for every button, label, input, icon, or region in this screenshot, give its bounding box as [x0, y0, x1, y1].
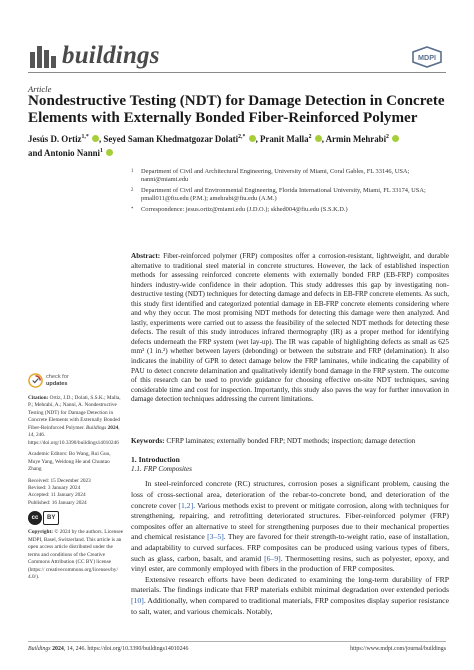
citation-journal: Buildings [86, 424, 107, 431]
author-name[interactable]: Pranit Malla [260, 133, 309, 144]
journal-header [28, 42, 446, 72]
body-text [131, 479, 449, 617]
mdpi-logo-text: MDPI [418, 53, 436, 62]
author-affil-sup: 2 [386, 134, 389, 140]
check-updates-line1: check for [46, 374, 69, 380]
dates-block [28, 478, 124, 508]
subsection-heading: 1.1. FRP Composites [131, 464, 192, 473]
paragraph-text: Extensive research efforts have been dedicated to examining the long-term durability of FRP materials. The findings indicate that FRP materials exhibit minimal degradation over extended periods [131, 574, 449, 595]
footer-journal: Buildings [28, 646, 51, 652]
check-updates-icon [28, 373, 43, 388]
header-divider [28, 72, 446, 73]
keywords-label: Keywords: [131, 437, 165, 445]
correspondence-text: Correspondence: jesus.ortiz@miami.edu (J.D.O.); skhed004@fiu.edu (S.S.K.D.) [141, 205, 348, 213]
citation-block: Citation: Ortiz, J.D.; Dolati, S.S.K.; Malla, P.; Mehrabi, A.; Nanni, A. Nondestructive Testing (NDT) for Damage Detection in Concrete Elements with Externally Bonded Fiber-Reinforced Polymer. Buildings 2024, 14, 246. https://doi.org/10.3390/buildings14010246 [28, 395, 121, 446]
mdpi-logo-icon [410, 46, 444, 68]
published-date: Published: 16 January 2024 [28, 499, 87, 506]
orcid-icon[interactable] [92, 135, 99, 142]
cc-by-license-icon[interactable] [28, 511, 124, 525]
citation-year: 2024 [107, 424, 119, 431]
affiliation-item [131, 187, 449, 204]
buildings-logo-icon [28, 44, 62, 68]
article-type: Article [28, 84, 52, 94]
article-title: Nondestructive Testing (NDT) for Damage Detection in Concrete Elements with Externally Bonded Fiber-Reinforced Polymer [28, 93, 445, 126]
paragraph-text: . Various methods exist to prevent or mitigate corrosion, along with techniques for strengthening, repairing, and retrofitting deteriorated structures. Fiber-reinforced polymer (FRP) composites offer an alternative to steel for strengthening purposes due to their mechanical properties and chemical resistance [131, 500, 449, 542]
check-updates-line2: updates [46, 380, 68, 387]
check-updates-text [46, 374, 69, 387]
copyright-block [28, 529, 124, 581]
author-affil-sup: 1,* [81, 134, 89, 140]
paragraph-text: . Additionally, when compared to traditional materials, FRP composites display superior resistance to salt, water, and various chemicals. Notably, [131, 595, 449, 616]
paragraph-text: . They are favored for their strength-to-weight ratio, ease of installation, and adaptability to curved surfaces. FRP composites can be produced using various types of fibers, such as glass, carbon, basalt, and aramid [131, 532, 449, 563]
footer-year: 2024 [52, 646, 64, 652]
citation-link[interactable]: [10] [131, 595, 144, 605]
citation-volume: 14 [28, 432, 34, 439]
abstract [131, 252, 449, 405]
abstract-label: Abstract: [131, 252, 161, 260]
affiliation-text: Department of Civil and Architectural Engineering, University of Miami, Coral Gables, FL 33146, USA; nanni@miami.edu [141, 168, 410, 184]
paragraph-text: In steel-reinforced concrete (RC) structures, corrosion poses a significant problem, causing the loss of cross-sectional area, deterioration of the rebar-to-concrete bond, and deterioration of the concrete cover [131, 479, 449, 510]
citation-text: Ortiz, J.D.; Dolati, S.S.K.; Malla, P.; Mehrabi, A.; Nanni, A. Nondestructive Testing (NDT) for Damage Detection in Concrete Elements with Externally Bonded Fiber-Reinforced Polymer. [28, 395, 121, 431]
citation-link[interactable]: [6–9] [264, 553, 281, 563]
by-icon: BY [43, 511, 59, 525]
keywords-text: CFRP laminates; externally bonded FRP; NDT methods; inspection; damage detection [166, 437, 416, 445]
paragraph-text: . Thermosetting resins, such as polyester, epoxy, and vinyl ester, are commonly employed with fibers in the production of FRP composites. [131, 553, 449, 574]
abstract-text: Fiber-reinforced polymer (FRP) composites offer a corrosion-resistant, lightweight, and durable alternative to traditional steel material in concrete structures. However, the lack of established inspection methods for assessing reinforced concrete elements with externally bonded FRP (EB-FRP) composites hinders industry-wide confidence in their adoption. This study addresses this gap by investigating non-destructive testing (NDT) techniques for detecting damage and defects in EB-FRP concrete elements. As such, this study first identified and categorized potential damage in EB-FRP concrete elements considering where and why they occur. The most promising NDT methods for detecting this damage were then analyzed. And lastly, experiments were carried out to assess the feasibility of the selected NDT methods for detecting these defects. The result of this study introduces infrared thermography (IR) as a proper method for identifying defects underneath the FRP system (wet lay-up). The IR was capable of highlighting defects as small as 625 mm² (1 in.²) whether between layers (debonding) or between the substrate and FRP (delamination). It also indicates the inability of GPR to detect damage below the FRP laminates, while indicating the capability of PAU to detect concrete delamination and qualitatively identify bond damage in the FRP system. The outcome of this research can be used to provide guidance for choosing effective on-site NDT techniques, saving considerable time and cost for inspection. Importantly, this study also paves the way for further innovation in damage detection techniques addressing the current limitations. [131, 252, 450, 404]
affiliation-number: 1 [131, 169, 134, 174]
affiliation-number: 2 [131, 187, 134, 193]
orcid-icon[interactable] [315, 135, 322, 142]
citation-doi[interactable]: , 246. https://doi.org/10.3390/buildings14010246 [28, 432, 119, 446]
orcid-icon[interactable] [249, 135, 256, 142]
affiliation-text: Department of Civil and Environmental Engineering, Florida International University, Miami, FL 33174, USA; pmall011@fiu.edu (P.M.); amehrabi@fiu.edu (A.M.) [141, 186, 426, 203]
check-for-updates-badge[interactable] [28, 371, 124, 391]
citation-link[interactable]: [3–5] [207, 532, 224, 542]
affiliation-item [131, 168, 449, 185]
copyright-text: © 2024 by the authors. Licensee MDPI, Basel, Switzerland. This article is an open access article distributed under the terms and conditions of the Creative Commons Attribution (CC BY) license (https:// creativecommons.org/licenses/by/ 4.0/). [28, 529, 124, 581]
author-name[interactable]: Armin Mehrabi [325, 133, 387, 144]
journal-name: buildings [62, 42, 160, 69]
accepted-date: Accepted: 11 January 2024 [28, 492, 86, 499]
author-affil-sup: 2,* [238, 134, 246, 140]
copyright-label: Copyright: [28, 529, 54, 536]
keywords [131, 437, 449, 447]
author-list: Jesús D. Ortiz$^{1,*}$ , Seyed Saman Khedmatgozar Dolati$^{2,*}$ , Pranit Malla$^2$ , Armin Mehrabi$^2$ and Antonio Nanni$^1$ [28, 131, 448, 159]
author-name[interactable]: Antonio Nanni [44, 147, 101, 158]
footer-citation [28, 646, 188, 652]
academic-editors: Academic Editors: Bo Wang, Rui Guo, Muye Yang, Weidong He and Chuntao Zhang [28, 451, 111, 473]
author-name[interactable]: Jesús D. Ortiz [28, 133, 82, 144]
orcid-icon[interactable] [392, 135, 399, 142]
author-affil-sup: 1 [100, 147, 103, 154]
citation-link[interactable]: [1,2] [178, 500, 194, 510]
affiliation-number: * [131, 206, 134, 212]
footer-divider [28, 641, 446, 642]
citation-label: Citation: [28, 395, 49, 401]
footer-doi[interactable]: , 14, 246. https://doi.org/10.3390/buildings14010246 [63, 646, 189, 652]
author-name[interactable]: Seyed Saman Khedmatgozar Dolati [103, 133, 239, 144]
revised-date: Revised: 3 January 2024 [28, 484, 81, 491]
orcid-icon[interactable] [106, 149, 113, 156]
section-heading: 1. Introduction [131, 455, 180, 464]
paragraph [131, 479, 449, 574]
left-sidebar [28, 371, 124, 586]
paragraph [131, 575, 449, 617]
affiliation-item [131, 206, 449, 214]
received-date: Received: 15 December 2023 [28, 477, 91, 484]
introduction-section [131, 455, 449, 617]
author-affil-sup: 2 [308, 134, 312, 140]
affiliations [131, 168, 449, 214]
cc-icon: cc [28, 511, 42, 525]
footer-journal-url[interactable]: https://www.mdpi.com/journal/buildings [350, 646, 446, 652]
